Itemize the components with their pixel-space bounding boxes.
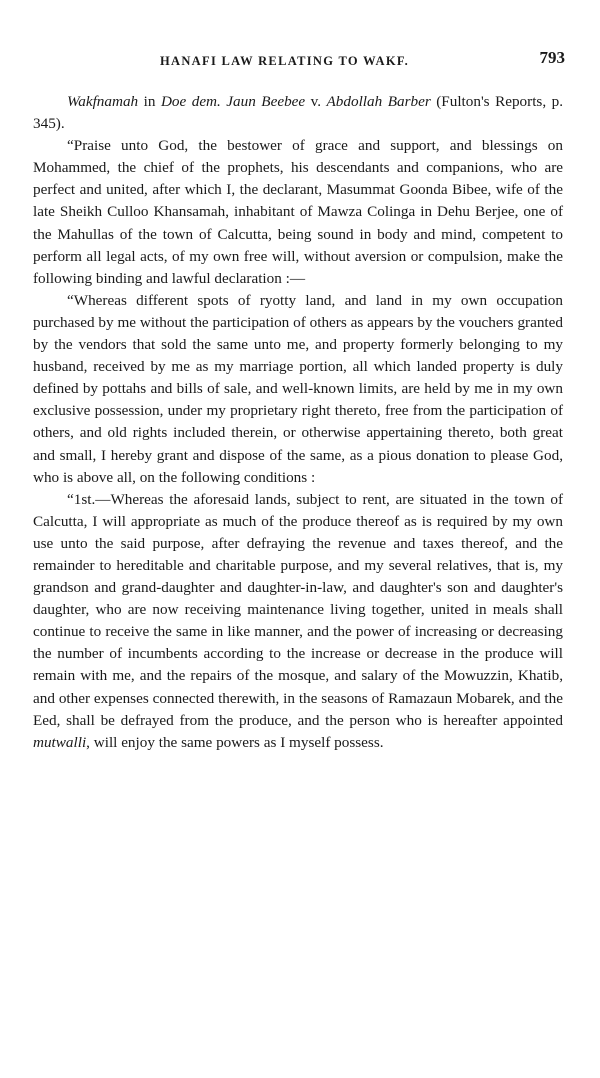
body-text	[33, 91, 563, 754]
citation-in: in	[138, 93, 161, 110]
paragraph-praise: “Praise unto God, the bestower of grace and support, and blessings on Mohammed, the chief of the prophets, his descendants and companions, who are perfect and united, after which I, the declarant, Masummat Goonda Bibee, wife of the late Sheikh Culloo Khansamah, inhabitant of Mawza Colinga in Dehu Berjee, one of the Mahullas of the town of Calcutta, being sound in body and mind, competent to perform all legal acts, of my own free will, without aversion or compulsion, make the following binding and lawful declaration :—	[33, 137, 563, 287]
paragraph-first-condition-end: , will enjoy the same powers as I myself possess.	[86, 733, 384, 751]
paragraph-first-condition	[33, 489, 563, 754]
citation-party: Abdollah Barber	[326, 93, 431, 110]
citation-reference: (Fulton's Reports, p. 345).	[33, 93, 563, 133]
paragraph-first-condition-start: “1st.—Whereas the aforesaid lands, subject to rent, are situated in the town of Calcutta, I will appropriate as much of the produce thereof as is required by my own use unto the said purpose, after defraying the revenue and taxes thereof, and the remainder to hereditable and charitable purpose, and my several relatives, that is, my grandson and grand-daughter and daughter-in-law, and daughter's son and daughter's daughter, who are now receiving maintenance living together, united in meals shall continue to receive the same in like manner, and the power of increasing or decreasing the number of incumbents according to the increase or decrease in the produce will remain with me, and the repairs of the mosque, and salary of the Mowuzzin, Khatib, and other expenses connected therewith, in the seasons of Ramazaun Mobarek, and the Eed, shall be defrayed from the produce, and the person who is hereafter appointed	[33, 490, 563, 729]
paragraph-whereas: “Whereas different spots of ryotty land, and land in my own occupation purchased by me without the participation of others as appears by the vouchers granted by the vendors that sold the same unto me, and property formerly belonging to my husband, received by me as my marriage portion, all which landed property is duly defined by pottahs and bills of sale, and well-known limits, are held by me in my own exclusive possession, under my proprietary right thereto, free from the participation of others, and old rights included therein, or otherwise appertaining thereto, both great and small, I hereby grant and dispose of the same, as a pious donation to please God, who is above all, on the following conditions :	[33, 291, 563, 486]
term-mutwalli: mutwalli	[33, 733, 87, 751]
page-number: 793	[539, 48, 565, 67]
citation-paragraph	[33, 91, 563, 135]
citation-title: Wakfnamah	[67, 93, 139, 110]
citation-versus: v.	[305, 93, 327, 110]
citation-case: Doe dem. Jaun Beebee	[160, 93, 306, 110]
page-header	[35, 48, 565, 72]
running-head: HANAFI LAW RELATING TO WAKF.	[160, 54, 410, 68]
